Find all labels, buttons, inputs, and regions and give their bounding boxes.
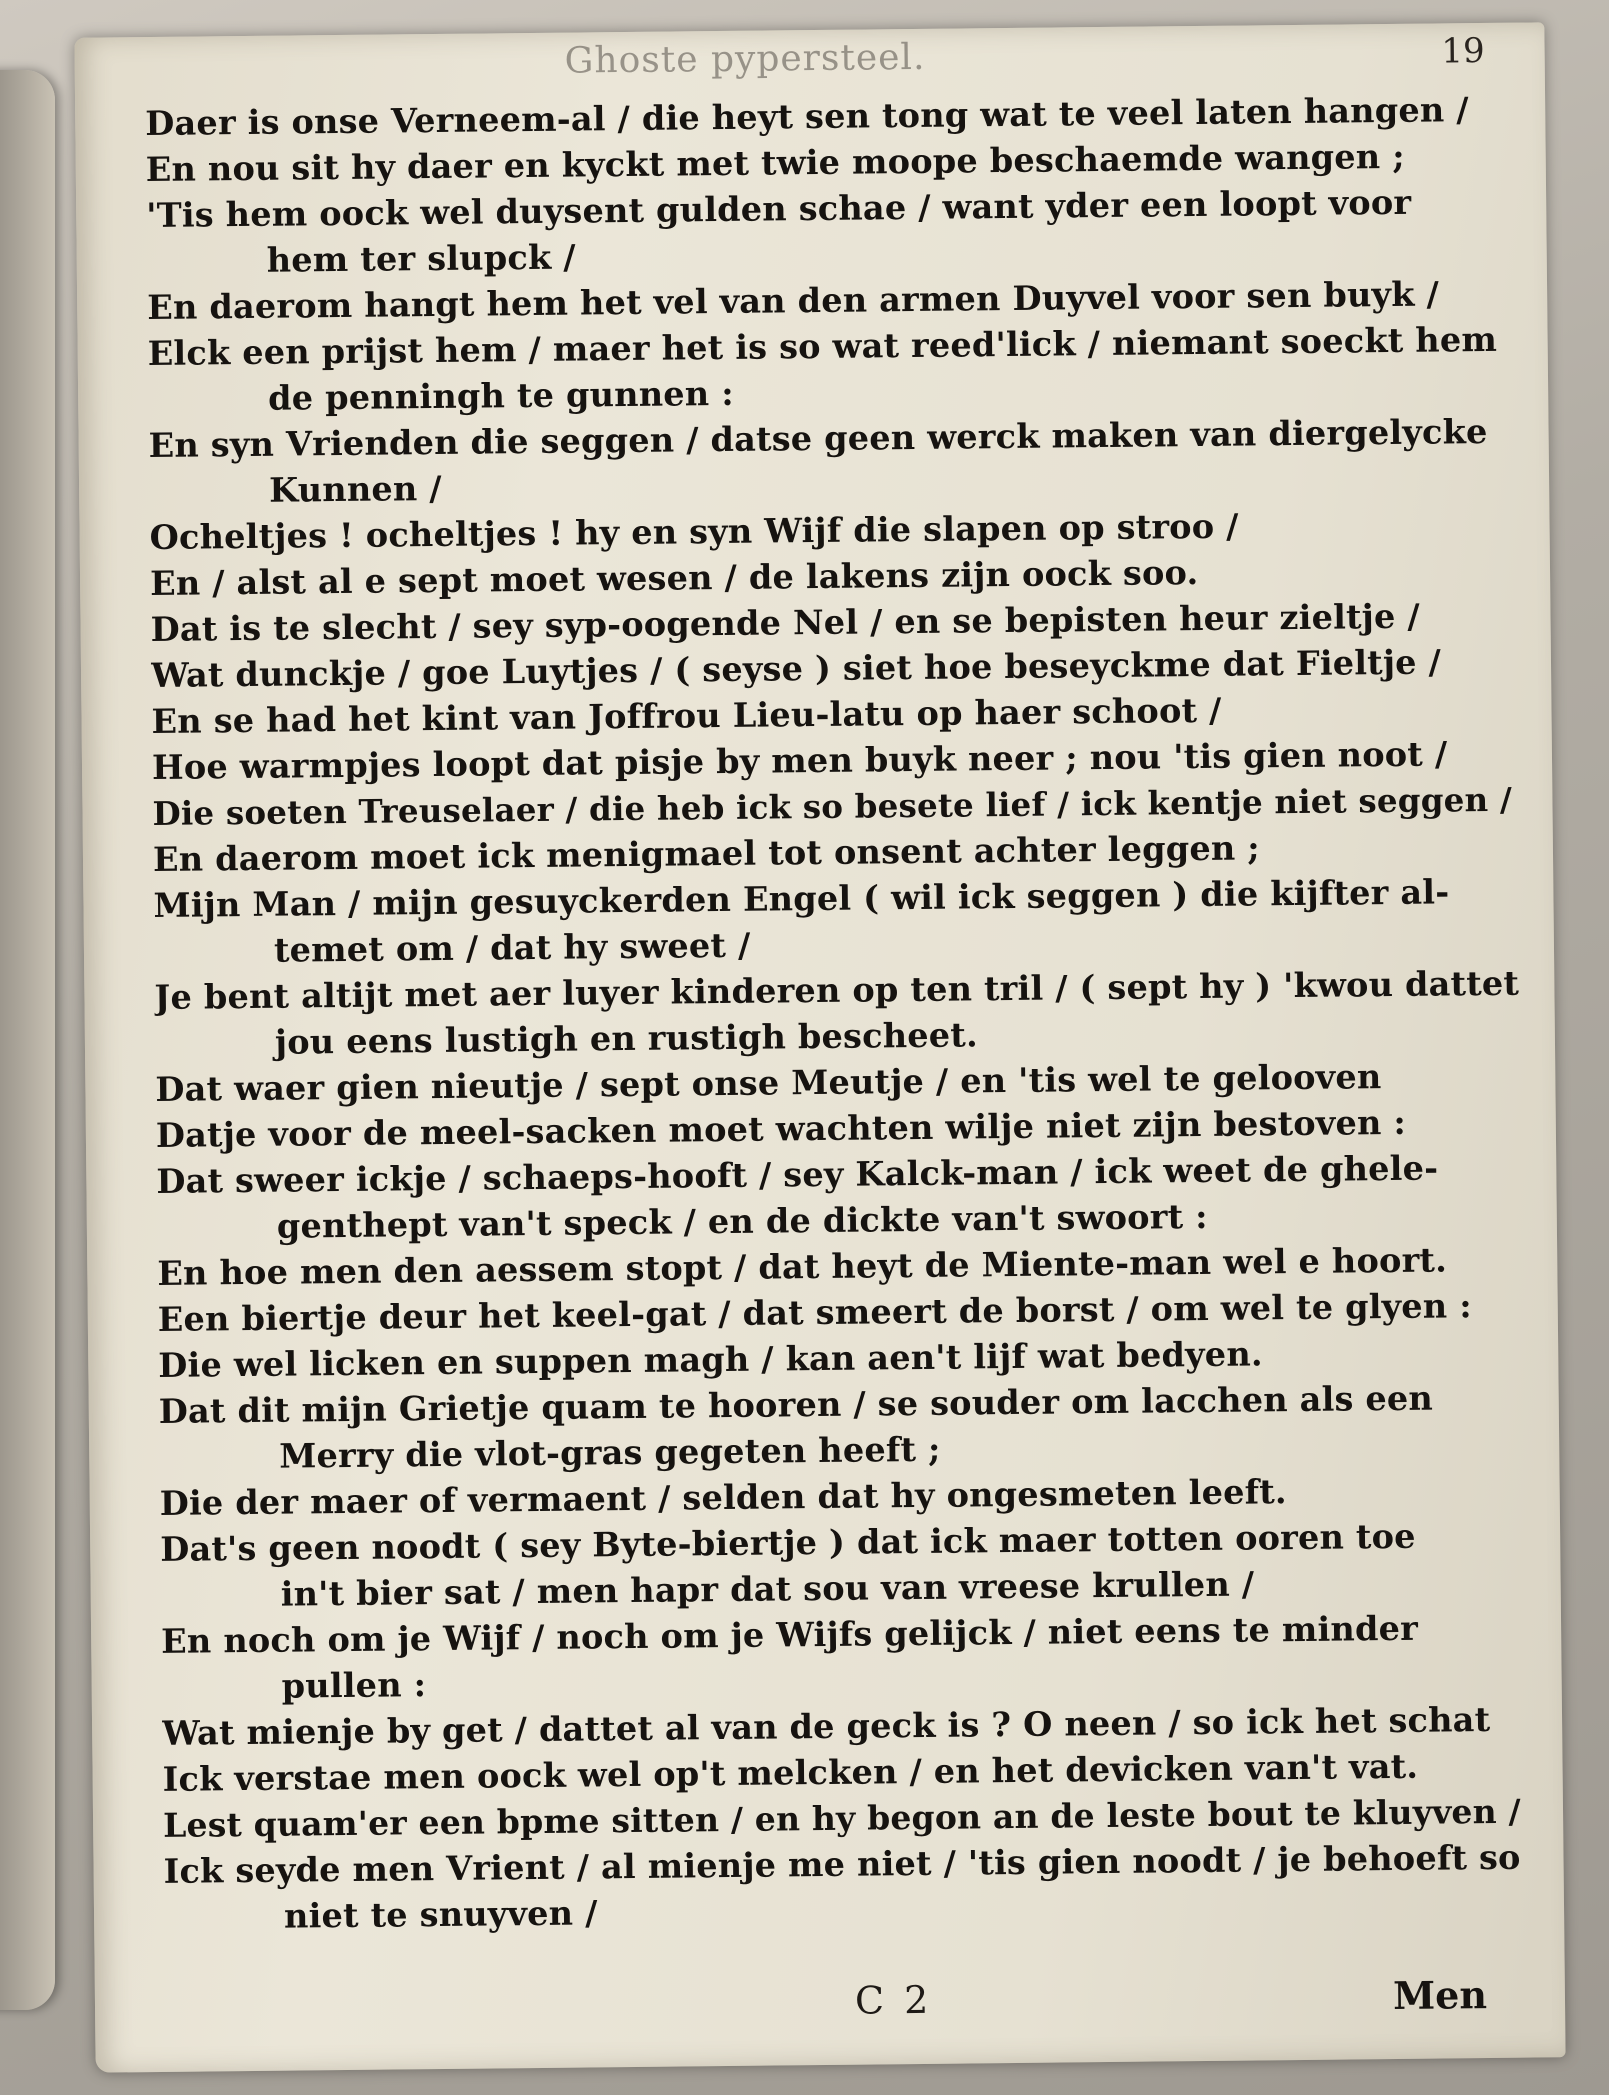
verse-line: temet om / dat hy sweet /: [273, 925, 751, 970]
book-page: [74, 22, 1565, 2072]
page-header: [74, 32, 1544, 87]
verse-line: En daerom hangt hem het vel van den armen Duyvel voor sen buyk /: [147, 274, 1440, 328]
printer-signature-mark: C 2: [854, 1977, 933, 2023]
page-footer: [95, 1971, 1565, 2036]
verse-line: Mijn Man / mijn gesuyckerden Engel ( wil ick seggen ) die kijfter al-: [153, 872, 1450, 925]
verse-line: niet te snuyven /: [283, 1893, 598, 1936]
verse-line: Ocheltjes ! ocheltjes ! hy en syn Wijf die slapen op stroo /: [149, 506, 1239, 557]
page-number: 19: [1441, 30, 1485, 72]
verse-line: En hoe men den aessem stopt / dat heyt de Miente-man wel e hoort.: [157, 1240, 1448, 1293]
verse-line: En nou sit hy daer en kyckt met twie moope beschaemde wangen ;: [145, 136, 1405, 190]
verse-line: Wat dunckje / goe Luytjes / ( seyse ) siet hoe beseyckme dat Fieltje /: [150, 642, 1442, 695]
verse-line: Ick verstae men oock wel op't melcken / en het devicken van't vat.: [162, 1746, 1419, 1799]
verse-line: Kunnen /: [268, 468, 442, 510]
verse-text-block: [145, 87, 1534, 1941]
verse-line: Daer is onse Verneem-al / die heyt sen tong wat te veel laten hangen /: [145, 90, 1469, 144]
verse-line: En syn Vrienden die seggen / datse geen werck maken van diergelycke: [148, 411, 1488, 465]
verse-line: genthept van't speck / en de dickte van't swoort :: [276, 1196, 1208, 1246]
verse-line: Dat is te slecht / sey syp-oogende Nel / en se bepisten heur zieltje /: [150, 596, 1421, 649]
verse-line: En se had het kint van Joffrou Lieu-latu op haer schoot /: [151, 690, 1222, 741]
verse-line: Dat dit mijn Grietje quam te hooren / se souder om lacchen als een: [158, 1378, 1434, 1431]
verse-line: 'Tis hem oock wel duysent gulden schae / want yder een loopt voor: [146, 182, 1412, 236]
facing-page-edge: [0, 70, 55, 2010]
catchword: Men: [1392, 1972, 1488, 2019]
verse-line: En noch om je Wijf / noch om je Wijfs gelijck / niet eens te minder: [160, 1608, 1419, 1661]
running-head: Ghoste pypersteel.: [564, 36, 926, 82]
verse-line: En daerom moet ick menigmael tot onsent achter leggen ;: [152, 828, 1261, 879]
verse-line: Die der maer of vermaent / selden dat hy ongesmeten leeft.: [159, 1472, 1287, 1523]
verse-line: de penningh te gunnen :: [267, 373, 734, 418]
verse-line: Ick seyde men Vrient / al mienje me niet / 'tis gien noodt / je behoeft so: [163, 1837, 1521, 1891]
verse-line: Dat sweer ickje / schaeps-hooft / sey Kalck-man / ick weet de ghele-: [156, 1148, 1439, 1201]
verse-line: Dat's geen noodt ( sey Byte-biertje ) dat ick maer totten ooren toe: [160, 1516, 1416, 1569]
verse-line: Een biertje deur het keel-gat / dat smeert de borst / om wel te glyen :: [157, 1286, 1473, 1339]
verse-line: pullen :: [281, 1665, 427, 1706]
verse-line: Hoe warmpjes loopt dat pisje by men buyk neer ; nou 'tis gien noot /: [151, 734, 1448, 787]
verse-line: Je bent altijt met aer luyer kinderen op ten tril / ( sept hy ) 'kwou dattet: [154, 963, 1520, 1017]
verse-line: Merry die vlot-gras gegeten heeft ;: [279, 1429, 941, 1476]
verse-line: Lest quam'er een bpme sitten / en hy begon an de leste bout te kluyven /: [162, 1791, 1521, 1845]
verse-line: Dat waer gien nieutje / sept onse Meutje / en 'tis wel te gelooven: [155, 1057, 1382, 1109]
verse-line: Wat mienje by get / dattet al van de geck is ? O neen / so ick het schat: [161, 1700, 1491, 1753]
verse-line: Die soeten Treuselaer / die heb ick so besete lief / ick kentje niet seggen /: [152, 779, 1513, 833]
verse-line: Die wel licken en suppen magh / kan aen't lijf wat bedyen.: [158, 1334, 1263, 1385]
verse-line: Datje voor de meel-sacken moet wachten wilje niet zijn bestoven :: [155, 1102, 1407, 1155]
verse-line: Elck een prijst hem / maer het is so wat reed'lick / niemant soeckt hem: [147, 319, 1498, 374]
verse-line: hem ter slupck /: [266, 237, 576, 280]
verse-line: in't bier sat / men hapr dat sou van vreese krullen /: [280, 1564, 1255, 1614]
verse-line: jou eens lustigh en rustigh bescheet.: [274, 1015, 979, 1062]
verse-line: En / alst al e sept moet wesen / de lakens zijn oock soo.: [149, 553, 1199, 603]
